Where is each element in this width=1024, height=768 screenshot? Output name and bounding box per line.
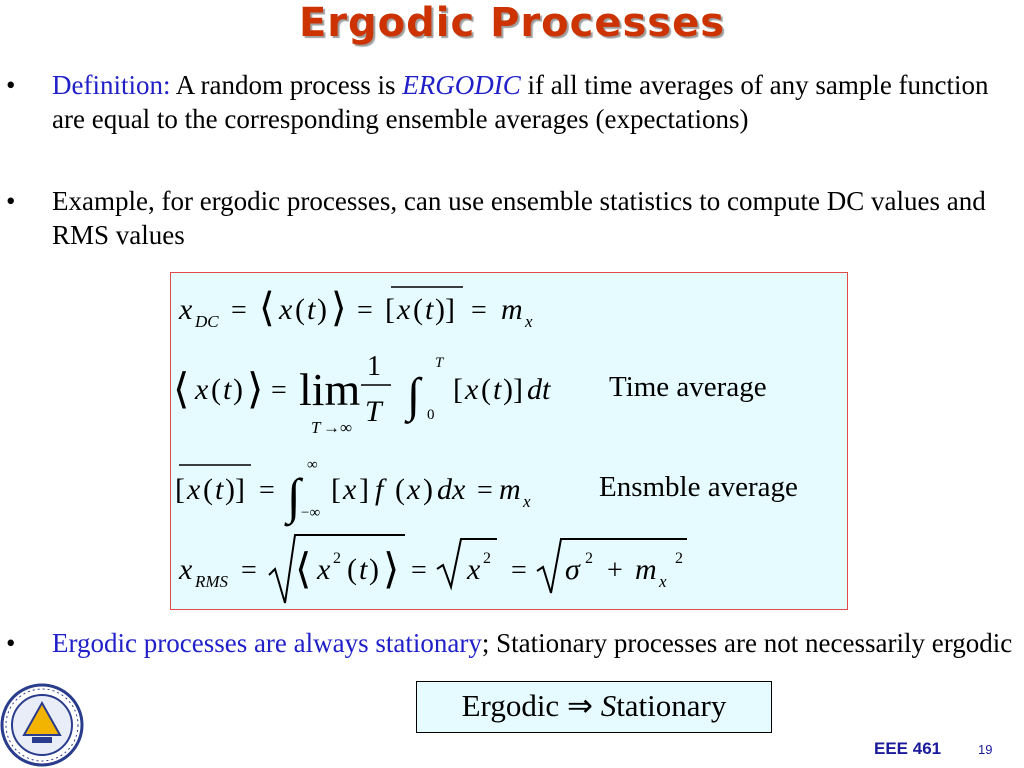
equation-ensemble-average (175, 457, 531, 527)
svg-text:(: ( (395, 473, 405, 506)
svg-text:(: ( (295, 293, 305, 326)
svg-text:2: 2 (333, 550, 341, 567)
svg-text:[: [ (453, 373, 463, 406)
equation-time-average (173, 351, 551, 437)
svg-text:): ) (369, 553, 379, 586)
svg-text:⟩: ⟩ (247, 367, 264, 413)
svg-text:t: t (493, 373, 502, 406)
svg-text:⟩: ⟩ (331, 285, 347, 330)
svg-text:t: t (223, 373, 232, 406)
svg-text:t: t (215, 473, 224, 506)
svg-text:(: ( (481, 373, 491, 406)
course-code: EEE 461 (874, 739, 942, 758)
svg-text:(: ( (413, 293, 423, 326)
svg-text:1: 1 (367, 351, 381, 382)
svg-text:): ) (317, 293, 327, 326)
svg-text:+: + (607, 555, 623, 586)
svg-text:[: [ (331, 473, 341, 506)
stationary-lead: Ergodic processes are always stationary (52, 628, 482, 658)
bullet-stationary (6, 626, 1016, 660)
svg-text:]: ] (359, 473, 369, 506)
svg-text:∫: ∫ (407, 369, 421, 422)
svg-text:m: m (635, 553, 657, 586)
svg-text:2: 2 (675, 550, 683, 567)
svg-text:DC: DC (195, 312, 219, 331)
svg-text:RMS: RMS (195, 572, 229, 591)
bullet-stationary-text (52, 626, 1016, 660)
bullet-example (6, 184, 1016, 252)
svg-text:0: 0 (427, 407, 435, 423)
bullet-definition-text (52, 68, 1016, 136)
svg-text:dx: dx (437, 473, 466, 506)
stationary-rest: ; Stationary processes are not necessarily ergodic (481, 628, 1013, 658)
svg-text:2: 2 (483, 550, 491, 567)
svg-text:m: m (501, 293, 523, 326)
implication-box (416, 681, 772, 733)
university-seal-logo-icon (0, 683, 84, 767)
svg-text:2: 2 (585, 550, 593, 567)
svg-text:(: ( (203, 473, 213, 506)
svg-text:σ: σ (565, 553, 580, 586)
svg-text:x: x (343, 473, 357, 506)
svg-text:=: = (259, 475, 275, 506)
svg-text:[: [ (175, 473, 185, 506)
bullet-dot: • (6, 186, 16, 216)
svg-text:→∞: →∞ (323, 418, 353, 437)
equations-svg (171, 273, 849, 611)
svg-text:x: x (397, 293, 411, 326)
svg-text:x: x (525, 312, 533, 331)
svg-text:): ) (233, 373, 243, 406)
svg-text:x: x (187, 473, 201, 506)
svg-text:)]: )] (503, 373, 523, 406)
svg-text:dt: dt (527, 373, 551, 406)
bullet-example-text: Example, for ergodic processes, can use ensemble statistics to compute DC values and RMS values (52, 186, 986, 250)
svg-text:x: x (179, 553, 193, 586)
bullet-dot: • (6, 70, 16, 100)
svg-text:x: x (467, 553, 481, 586)
svg-text:x: x (407, 473, 421, 506)
svg-text:lim: lim (299, 364, 361, 415)
definition-label: Definition: (52, 70, 171, 100)
svg-text:x: x (659, 572, 667, 591)
svg-text:=: = (357, 295, 373, 326)
svg-text:x: x (179, 293, 193, 326)
svg-text:x: x (317, 553, 331, 586)
svg-text:⟨: ⟨ (173, 367, 190, 413)
svg-text:m: m (499, 473, 521, 506)
svg-text:T: T (435, 355, 444, 371)
svg-text:=: = (471, 295, 487, 326)
equation-dc-value (178, 285, 533, 331)
svg-text:(: ( (211, 373, 221, 406)
svg-text:t: t (425, 293, 434, 326)
svg-text:T: T (311, 418, 321, 437)
svg-text:)]: )] (435, 293, 455, 326)
svg-text:x: x (465, 373, 479, 406)
svg-text:=: = (511, 555, 527, 586)
implication-right-initial: S (600, 688, 617, 723)
svg-text:(: ( (347, 553, 357, 586)
svg-text:t: t (307, 293, 316, 326)
svg-text:x: x (523, 492, 531, 511)
svg-text:=: = (411, 555, 427, 586)
svg-text:=: = (477, 475, 493, 506)
definition-text-2: if all time averages of any sample function are equal to the corresponding ensemble averages (expectations) (52, 70, 989, 134)
svg-text:⟨: ⟨ (295, 547, 312, 593)
svg-text:⟨: ⟨ (259, 285, 275, 330)
slide-title: Ergodic Processes (298, 0, 726, 46)
svg-text:T: T (365, 395, 382, 428)
equation-box (170, 272, 848, 610)
implies-arrow: ⇒ (566, 688, 593, 723)
svg-text:=: = (241, 555, 257, 586)
bullet-definition (6, 68, 1016, 136)
ergodic-emphasis: ERGODIC (402, 70, 521, 100)
svg-text:t: t (359, 553, 368, 586)
definition-text-1: A random process is (170, 70, 403, 100)
svg-text:∞: ∞ (307, 457, 318, 473)
svg-text:⟩: ⟩ (383, 547, 400, 593)
svg-text:[: [ (385, 293, 395, 326)
svg-text:x: x (279, 293, 293, 326)
implication-left: Ergodic (461, 688, 560, 723)
svg-text:): ) (423, 473, 433, 506)
page-number: 19 (978, 742, 993, 757)
svg-text:)]: )] (225, 473, 245, 506)
svg-text:=: = (271, 375, 287, 406)
svg-text:=: = (231, 295, 247, 326)
svg-text:f: f (375, 473, 384, 506)
ensemble-average-label: Ensmble average (599, 471, 798, 503)
svg-text:∫: ∫ (287, 468, 301, 524)
bullet-dot: • (6, 628, 16, 658)
svg-text:x: x (195, 373, 209, 406)
svg-text:−∞: −∞ (301, 505, 321, 521)
equation-rms (178, 535, 687, 603)
implication-right-rest: tationary (616, 688, 727, 723)
time-average-label: Time average (609, 371, 767, 403)
